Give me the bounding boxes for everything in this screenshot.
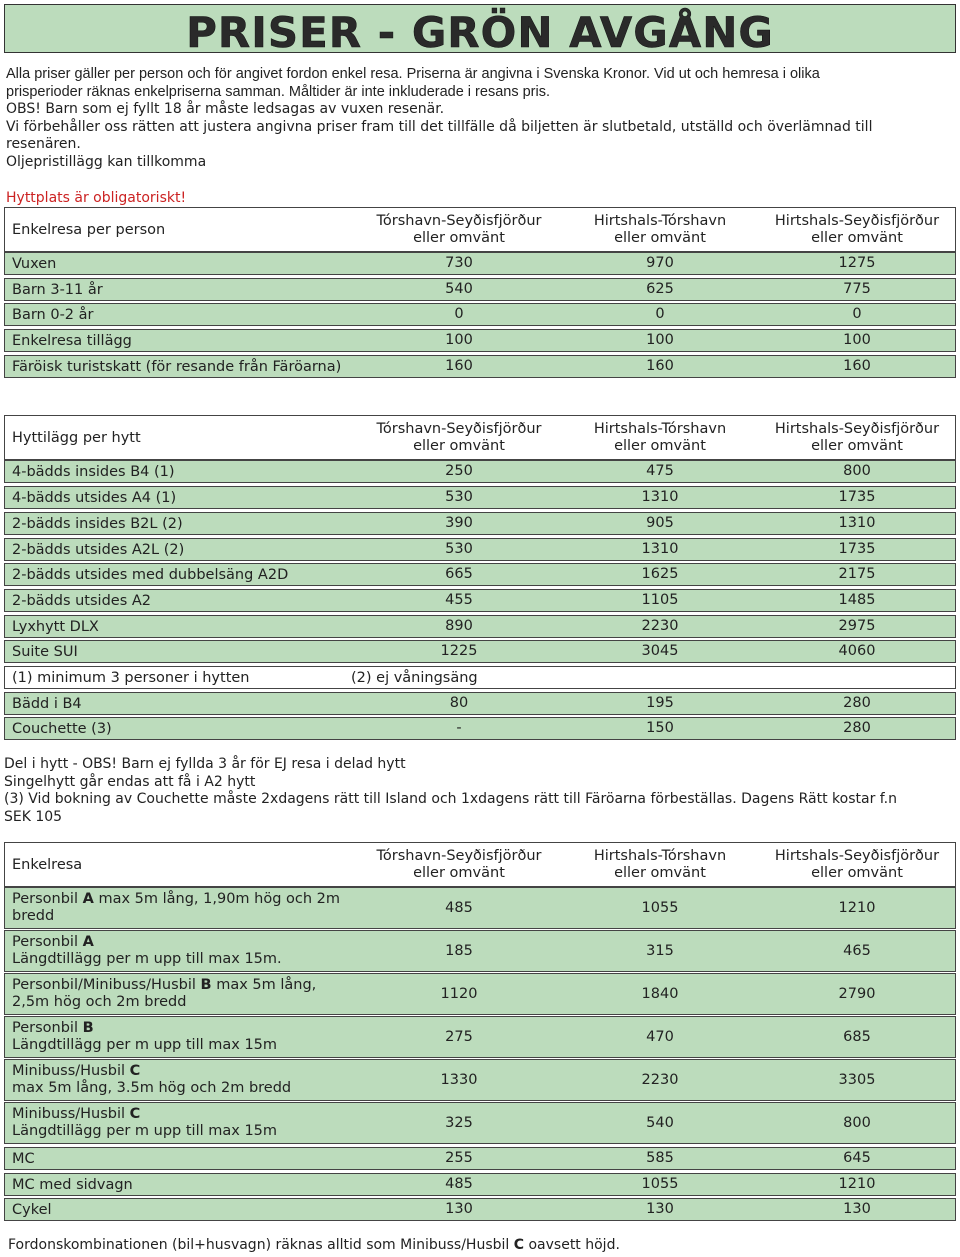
table-row: Minibuss/Husbil C Längdtillägg per m upp till max 15m 325 540 800 — [4, 1102, 956, 1144]
table-row: 2-bädds utsides A2 455 1105 1485 — [4, 589, 956, 612]
intro-line: Oljepristillägg kan tillkomma — [6, 153, 207, 170]
table-row: Barn 3-11 år 540 625 775 — [4, 278, 956, 301]
route-header: Hirtshals-Tórshavn eller omvänt — [593, 212, 727, 246]
table-row: 4-bädds utsides A4 (1) 530 1310 1735 — [4, 486, 956, 509]
table-row: 4-bädds insides B4 (1) 250 475 800 — [4, 460, 956, 483]
intro-line: OBS! Barn som ej fyllt 18 år måste ledsagas av vuxen resenär. — [6, 101, 445, 118]
table-row: 2-bädds utsides A2L (2) 530 1310 1735 — [4, 538, 956, 561]
cabin-notes: Del i hytt - OBS! Barn ej fyllda 3 år för EJ resa i delad hytt Singelhytt går endas att få i A2 hytt (3) Vid bokning av Couchette måste 2xdagens rätt till Island och 1xdagens rätt till Färöarna förbeställas. Dagens Rätt kostar f.n SEK 105 — [4, 756, 898, 825]
intro-line: Alla priser gäller per person och för angivet fordon enkel resa. Priserna är angivna i Svenska Kronor. Vid ut och hemresa i olika — [6, 66, 820, 82]
person-table-header — [4, 207, 956, 252]
vehicle-table-header — [4, 842, 956, 887]
route-header: Tórshavn-Seyðisfjörður eller omvänt — [376, 420, 542, 454]
person-table-title: Enkelresa per person — [12, 221, 166, 238]
table-row: Cykel 130 130 130 — [4, 1198, 956, 1221]
table-row: Personbil A max 5m lång, 1,90m hög och 2m bredd 485 1055 1210 — [4, 887, 956, 929]
cabin-table-title: Hyttilägg per hytt — [12, 429, 141, 446]
page-title: PRISER - GRÖN AVGÅNG — [186, 8, 774, 57]
route-header: Hirtshals-Tórshavn eller omvänt — [593, 420, 727, 454]
cabin-required-warning: Hyttplats är obligatoriskt! — [6, 190, 187, 206]
route-header: Tórshavn-Seyðisfjörður eller omvänt — [376, 847, 542, 881]
footnote-row — [4, 666, 956, 689]
intro-line: resenären. — [6, 136, 81, 153]
intro-line: prisperioder räknas enkelpriserna samman. Måltider är inte inkluderade i resans pris. — [6, 83, 550, 100]
table-row: Personbil A Längdtillägg per m upp till max 15m. 185 315 465 — [4, 930, 956, 972]
table-row: Couchette (3) - 150 280 — [4, 717, 956, 740]
footnote: (1) minimum 3 personer i hytten — [12, 669, 250, 686]
footnote: (2) ej våningsäng — [351, 669, 478, 686]
table-row: 2-bädds utsides med dubbelsäng A2D 665 1625 2175 — [4, 563, 956, 586]
intro-text — [6, 66, 954, 172]
intro-line: Vi förbehåller oss rätten att justera angivna priser fram till det tillfälle då biljetten är slutbetald, utställd och överlämnad till — [6, 118, 873, 135]
table-row: Barn 0-2 år 0 0 0 — [4, 303, 956, 326]
table-row: Bädd i B4 80 195 280 — [4, 692, 956, 715]
title-banner — [4, 4, 956, 57]
table-row: Minibuss/Husbil C max 5m lång, 3.5m hög och 2m bredd 1330 2230 3305 — [4, 1059, 956, 1101]
cabin-table-header — [4, 415, 956, 460]
table-row: Suite SUI 1225 3045 4060 — [4, 640, 956, 663]
table-row: Färöisk turistskatt (för resande från Färöarna) 160 160 160 — [4, 355, 956, 378]
route-header: Hirtshals-Seyðisfjörður eller omvänt — [774, 847, 940, 881]
table-row: Personbil/Minibuss/Husbil B max 5m lång, 2,5m hög och 2m bredd 1120 1840 2790 — [4, 973, 956, 1015]
table-row: Vuxen 730 970 1275 — [4, 252, 956, 275]
table-row: Enkelresa tillägg 100 100 100 — [4, 329, 956, 352]
footer-note: Fordonskombinationen (bil+husvagn) räknas alltid som Minibuss/Husbil C oavsett höjd. — [8, 1237, 620, 1253]
table-row: MC 255 585 645 — [4, 1147, 956, 1170]
route-header: Hirtshals-Seyðisfjörður eller omvänt — [774, 420, 940, 454]
route-header: Tórshavn-Seyðisfjörður eller omvänt — [376, 212, 542, 246]
table-row: Personbil B Längdtillägg per m upp till max 15m 275 470 685 — [4, 1016, 956, 1058]
table-row: Lyxhytt DLX 890 2230 2975 — [4, 615, 956, 638]
route-header: Hirtshals-Seyðisfjörður eller omvänt — [774, 212, 940, 246]
vehicle-table-title: Enkelresa — [12, 856, 83, 873]
table-row: MC med sidvagn 485 1055 1210 — [4, 1173, 956, 1196]
table-row: 2-bädds insides B2L (2) 390 905 1310 — [4, 512, 956, 535]
route-header: Hirtshals-Tórshavn eller omvänt — [593, 847, 727, 881]
